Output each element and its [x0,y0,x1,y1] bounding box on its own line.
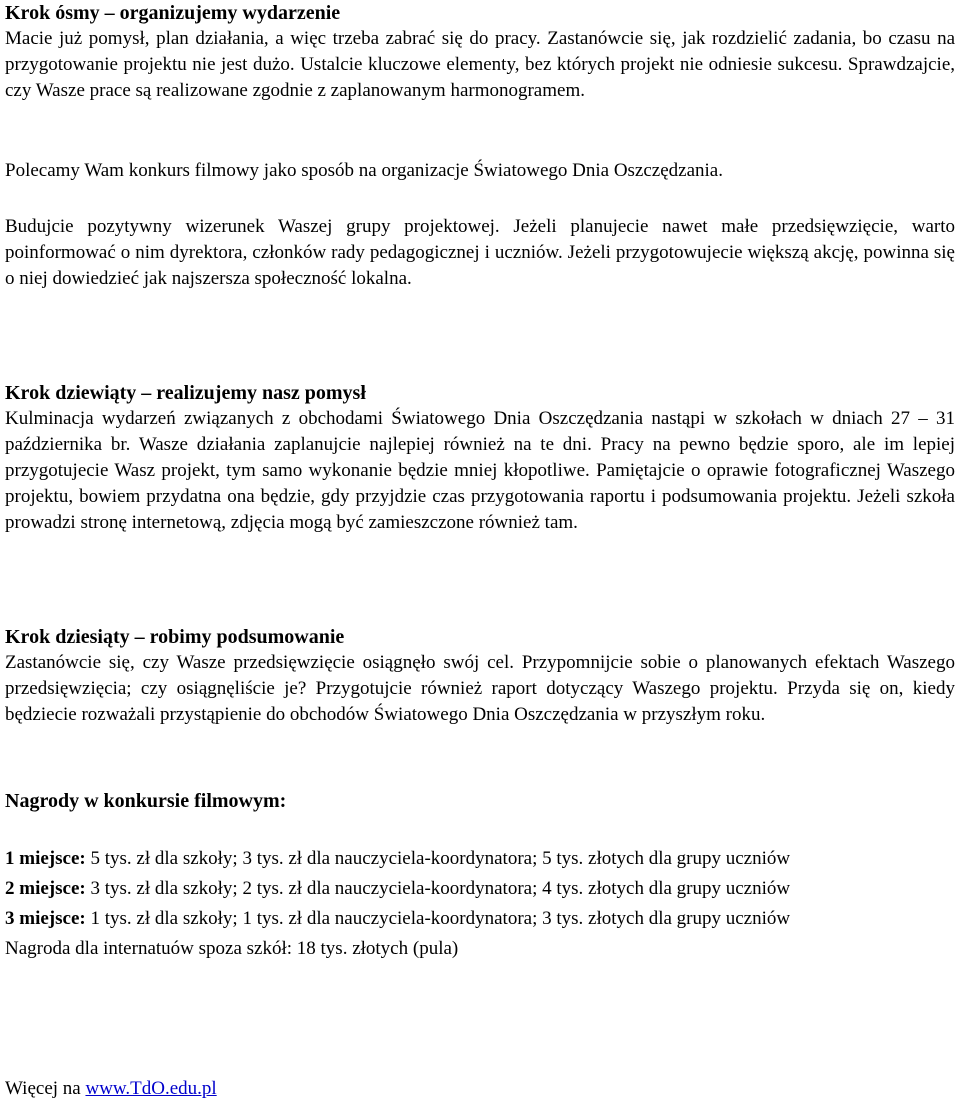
prize-1-text: 5 tys. zł dla szkoły; 3 tys. zł dla nauczyciela-koordynatora; 5 tys. złotych dla grupy uczniów [85,848,791,869]
step-9-paragraph-1: Kulminacja wydarzeń związanych z obchodami Światowego Dnia Oszczędzania nastąpi w szkołach w dniach 27 – 31 października br. Wasze działania zaplanujcie najlepiej również na te dni. Pracy na pewno będzie sporo, ale im lepiej przygotujecie Wasz projekt, tym samo wykonanie będzie mniej kłopotliwe. Pamiętajcie o oprawie fotograficznej Waszego projektu, bowiem przydatna ona będzie, gdy przyjdzie czas przygotowania raportu i podsumowania projektu. Jeżeli szkoła prowadzi stronę internetową, zdjęcia mogą być zamieszczone również tam. [5,408,955,533]
prize-3-text: 1 tys. zł dla szkoły; 1 tys. zł dla nauczyciela-koordynatora; 3 tys. złotych dla grupy uczniów [85,908,791,929]
footer-line [5,1076,955,1102]
prize-2-text: 3 tys. zł dla szkoły; 2 tys. zł dla nauczyciela-koordynatora; 4 tys. złotych dla grupy uczniów [85,878,791,899]
section-step-8-image [5,214,955,292]
website-link[interactable]: www.TdO.edu.pl [85,1078,217,1099]
section-step-9 [5,380,955,536]
step-8-paragraph-1: Macie już pomysł, plan działania, a więc trzeba zabrać się do pracy. Zastanówcie się, jak rozdzielić zadania, bo czasu na przygotowanie projektu nie jest dużo. Ustalcie kluczowe elementy, bez których projekt nie odniesie sukcesu. Sprawdzajcie, czy Wasze prace są realizowane zgodnie z zaplanowanym harmonogramem. [5,28,955,101]
section-step-8-recommendation [5,158,955,184]
step-10-heading: Krok dziesiąty – robimy podsumowanie [5,626,345,648]
section-step-10 [5,624,955,728]
prize-list [5,846,955,962]
step-9-heading: Krok dziewiąty – realizujemy nasz pomysł [5,382,366,404]
step-8-paragraph-2: Polecamy Wam konkurs filmowy jako sposób na organizacje Światowego Dnia Oszczędzania. [5,160,723,181]
prize-1-label: 1 miejsce: [5,848,86,869]
footer-prefix: Więcej na [5,1078,86,1099]
prizes-heading: Nagrody w konkursie filmowym: [5,790,287,812]
step-10-paragraph-1: Zastanówcie się, czy Wasze przedsięwzięcie osiągnęło swój cel. Przypomnijcie sobie o planowanych efektach Waszego przedsięwzięcia; czy osiągnęliście je? Przygotujcie również raport dotyczący Waszego projektu. Przyda się on, kiedy będziecie rozważali przystąpienie do obchodów Światowego Dnia Oszczędzania w przyszłym roku. [5,652,955,725]
step-8-paragraph-3: Budujcie pozytywny wizerunek Waszej grupy projektowej. Jeżeli planujecie nawet małe przedsięwzięcie, warto poinformować o nim dyrektora, członków rady pedagogicznej i uczniów. Jeżeli przygotowujecie większą akcję, powinna się o niej dowiedzieć jak najszersza społeczność lokalna. [5,216,955,289]
prize-internet: Nagroda dla internatuów spoza szkół: 18 tys. złotych (pula) [5,938,459,959]
section-prizes [5,788,955,814]
prize-item-2 [5,876,955,902]
step-8-heading: Krok ósmy – organizujemy wydarzenie [5,2,341,24]
prize-2-label: 2 miejsce: [5,878,86,899]
footer [5,1076,955,1102]
prize-item-3 [5,906,955,932]
prize-3-label: 3 miejsce: [5,908,86,929]
section-step-8 [5,0,955,104]
prize-item-1 [5,846,955,872]
